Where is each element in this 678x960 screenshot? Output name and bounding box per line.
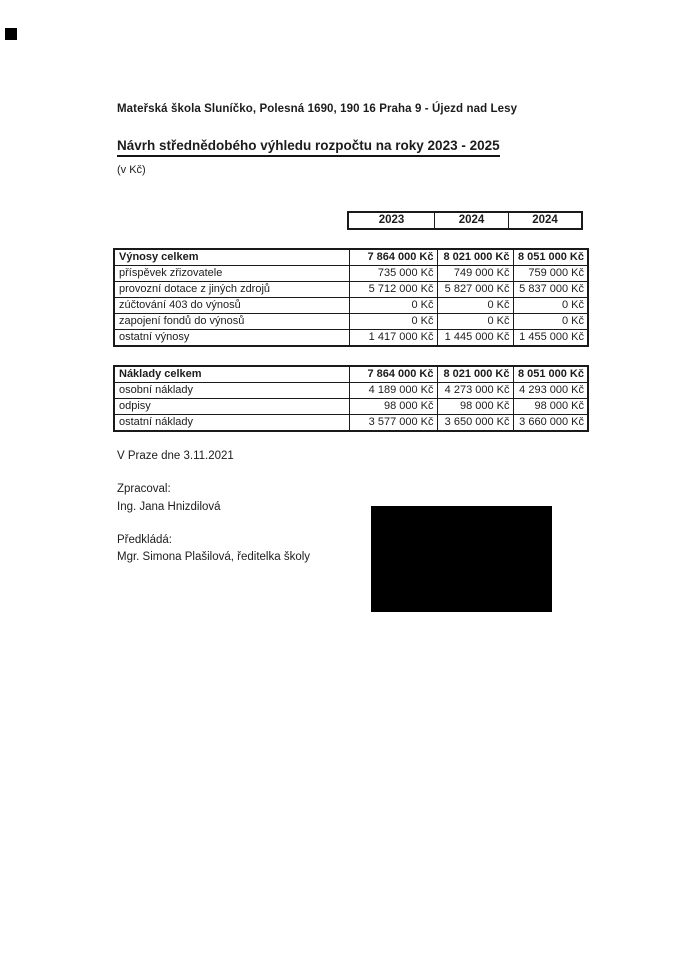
document-title: Návrh střednědobého výhledu rozpočtu na roky 2023 - 2025 bbox=[117, 138, 500, 157]
prepared-by-name: Ing. Jana Hnizdilová bbox=[117, 501, 221, 513]
table-row bbox=[114, 266, 588, 282]
value-cell: 0 Kč bbox=[513, 298, 588, 314]
value-cell: 7 864 000 Kč bbox=[349, 249, 437, 266]
year-header-cell: 2024 bbox=[434, 213, 508, 228]
value-cell: 5 827 000 Kč bbox=[437, 282, 513, 298]
row-label: zapojení fondů do výnosů bbox=[114, 314, 349, 330]
value-cell: 5 837 000 Kč bbox=[513, 282, 588, 298]
row-label: zúčtování 403 do výnosů bbox=[114, 298, 349, 314]
value-cell: 3 650 000 Kč bbox=[437, 415, 513, 432]
submitted-by-label: Předkládá: bbox=[117, 534, 172, 546]
value-cell: 7 864 000 Kč bbox=[349, 366, 437, 383]
table-row bbox=[114, 314, 588, 330]
table-row bbox=[114, 249, 588, 266]
table-row bbox=[114, 282, 588, 298]
value-cell: 8 021 000 Kč bbox=[437, 366, 513, 383]
value-cell: 1 455 000 Kč bbox=[513, 330, 588, 347]
value-cell: 8 021 000 Kč bbox=[437, 249, 513, 266]
table-row bbox=[114, 399, 588, 415]
row-label: Výnosy celkem bbox=[114, 249, 349, 266]
table-row bbox=[114, 366, 588, 383]
row-label: provozní dotace z jiných zdrojů bbox=[114, 282, 349, 298]
year-header-cell: 2024 bbox=[508, 213, 581, 228]
value-cell: 0 Kč bbox=[437, 314, 513, 330]
value-cell: 0 Kč bbox=[349, 314, 437, 330]
value-cell: 8 051 000 Kč bbox=[513, 366, 588, 383]
value-cell: 749 000 Kč bbox=[437, 266, 513, 282]
table-row bbox=[114, 415, 588, 432]
row-label: příspěvek zřizovatele bbox=[114, 266, 349, 282]
value-cell: 3 577 000 Kč bbox=[349, 415, 437, 432]
value-cell: 759 000 Kč bbox=[513, 266, 588, 282]
prepared-by-label: Zpracoval: bbox=[117, 483, 171, 495]
value-cell: 0 Kč bbox=[513, 314, 588, 330]
row-label: ostatní náklady bbox=[114, 415, 349, 432]
table-row bbox=[114, 383, 588, 399]
value-cell: 4 273 000 Kč bbox=[437, 383, 513, 399]
value-cell: 735 000 Kč bbox=[349, 266, 437, 282]
signature-redaction-block bbox=[371, 506, 552, 612]
scan-artifact-mark bbox=[5, 28, 17, 40]
submitted-by-name: Mgr. Simona Plašilová, ředitelka školy bbox=[117, 551, 311, 563]
value-cell: 0 Kč bbox=[437, 298, 513, 314]
value-cell: 1 417 000 Kč bbox=[349, 330, 437, 347]
value-cell: 4 293 000 Kč bbox=[513, 383, 588, 399]
value-cell: 4 189 000 Kč bbox=[349, 383, 437, 399]
value-cell: 5 712 000 Kč bbox=[349, 282, 437, 298]
revenue-table bbox=[113, 248, 589, 347]
row-label: osobní náklady bbox=[114, 383, 349, 399]
value-cell: 8 051 000 Kč bbox=[513, 249, 588, 266]
row-label: Náklady celkem bbox=[114, 366, 349, 383]
value-cell: 98 000 Kč bbox=[513, 399, 588, 415]
year-header-cell: 2023 bbox=[378, 214, 405, 226]
row-label: odpisy bbox=[114, 399, 349, 415]
value-cell: 0 Kč bbox=[349, 298, 437, 314]
table-row bbox=[114, 298, 588, 314]
value-cell: 3 660 000 Kč bbox=[513, 415, 588, 432]
table-row bbox=[114, 330, 588, 347]
value-cell: 98 000 Kč bbox=[349, 399, 437, 415]
year-header-row bbox=[347, 211, 583, 230]
currency-note: (v Kč) bbox=[117, 164, 146, 176]
school-address-line: Mateřská škola Sluníčko, Polesná 1690, 190 16 Praha 9 - Újezd nad Lesy bbox=[117, 103, 518, 115]
row-label: ostatní výnosy bbox=[114, 330, 349, 347]
value-cell: 98 000 Kč bbox=[437, 399, 513, 415]
place-date-line: V Praze dne 3.11.2021 bbox=[117, 450, 234, 462]
value-cell: 1 445 000 Kč bbox=[437, 330, 513, 347]
cost-table bbox=[113, 365, 589, 432]
